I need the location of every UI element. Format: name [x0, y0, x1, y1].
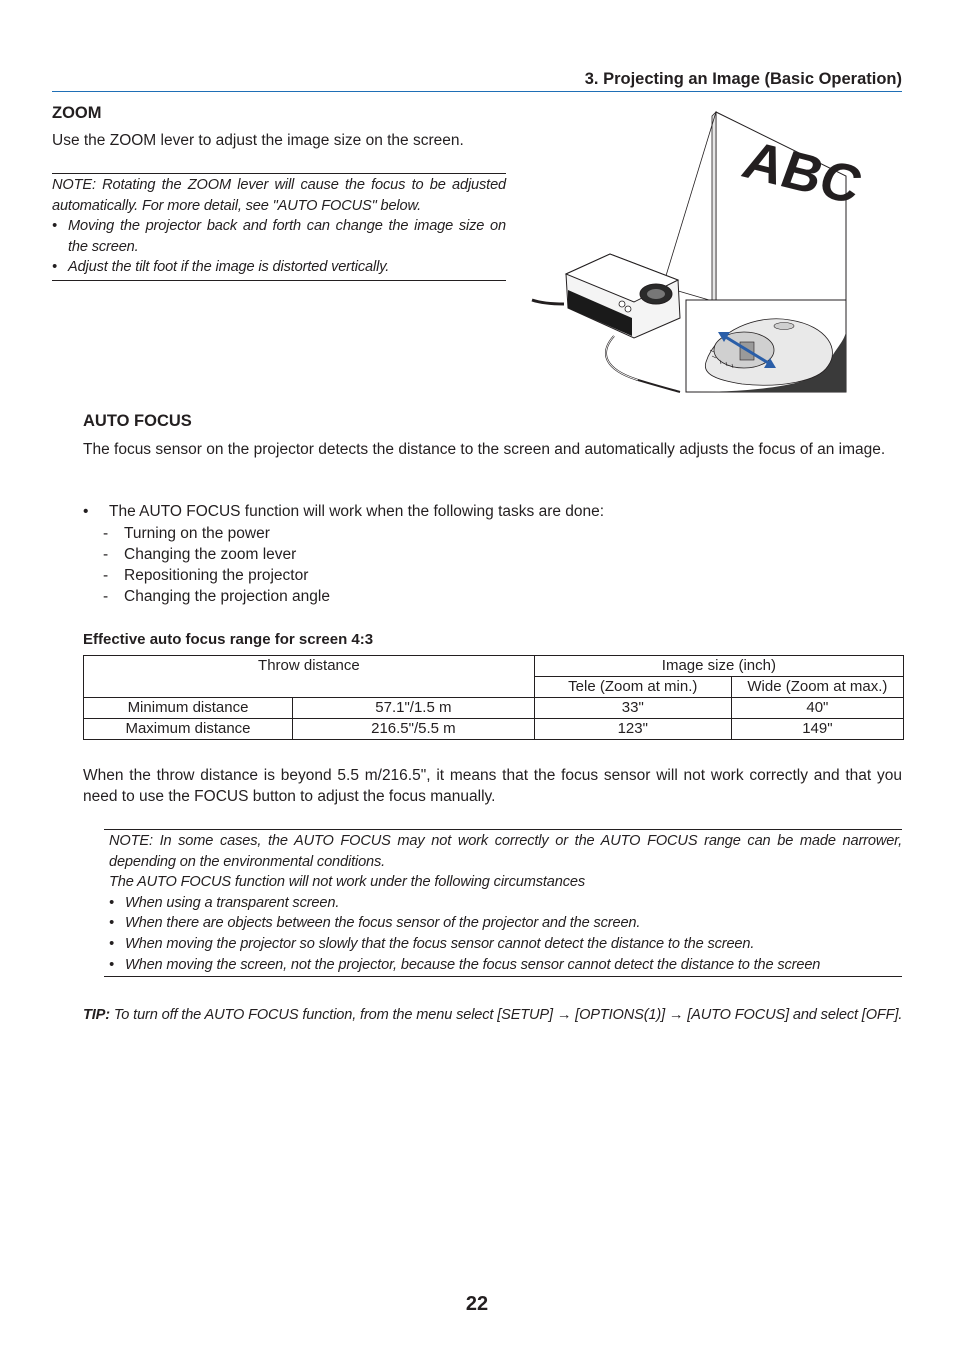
page-number: 22 [465, 1293, 489, 1315]
table-row [84, 719, 904, 740]
focus-range-table [83, 655, 904, 740]
dash-marker: - [103, 567, 109, 584]
auto-focus-intro: The focus sensor on the projector detects the distance to the screen and automatically adjusts the focus of an image. [83, 441, 886, 458]
chapter-header: 3. Projecting an Image (Basic Operation) [584, 70, 902, 88]
bullet-dot: • [52, 259, 57, 276]
lens-glass [647, 289, 665, 299]
row-label: Maximum distance [84, 719, 293, 740]
tip-text: To turn off the AUTO FOCUS function, from the menu select [SETUP] → [OPTIONS(1)] → [AUTO FOCUS] and select [OFF]. [113, 1007, 903, 1023]
header-throw-distance: Throw distance [84, 656, 535, 698]
zoom-illustration [528, 104, 870, 394]
signal-cable [606, 336, 680, 392]
tip-label: TIP: [83, 1007, 110, 1023]
note2-bullet-text: When using a transparent screen. [125, 894, 340, 911]
header-tele: Tele (Zoom at min.) [534, 677, 731, 698]
dash-marker: - [103, 546, 109, 563]
zoom-note-box [52, 173, 506, 281]
table-row [84, 698, 904, 719]
note2-bullet [109, 934, 902, 955]
control-button [619, 301, 625, 307]
task-item [103, 586, 503, 607]
note2-bullet-text: When moving the screen, not the projector, because the focus sensor cannot detect the distance to the screen [125, 956, 821, 973]
row-label: Minimum distance [84, 698, 293, 719]
signal-cable-highlight [606, 336, 638, 380]
note2-bullet [109, 913, 902, 934]
note2-subtext: The AUTO FOCUS function will not work under the following circumstances [109, 874, 585, 891]
row-wide: 149" [731, 719, 903, 740]
zoom-heading: ZOOM [52, 104, 102, 122]
row-wide: 40" [731, 698, 903, 719]
bullet-dot: • [109, 956, 114, 973]
bullet-dot: • [109, 915, 114, 932]
dash-marker: - [103, 525, 109, 542]
table-header-row [84, 656, 904, 677]
table-caption: Effective auto focus range for screen 4:3 [83, 631, 374, 648]
zoom-intro: Use the ZOOM lever to adjust the image size on the screen. [52, 132, 464, 149]
task-text: Repositioning the projector [124, 567, 309, 584]
header-rule [52, 91, 902, 92]
auto-focus-bullet-text: The AUTO FOCUS function will work when the following tasks are done: [109, 503, 605, 520]
row-distance: 216.5"/5.5 m [293, 719, 535, 740]
note2-bullet [109, 893, 902, 914]
task-item [103, 523, 503, 544]
zoom-note-bullet-text: Adjust the tilt foot if the image is distorted vertically. [68, 259, 390, 276]
zoom-note-bullet-text: Moving the projector back and forth can change the image size on the screen. [68, 218, 506, 255]
task-item [103, 565, 503, 586]
zoom-note-bullet [52, 216, 506, 257]
task-item [103, 544, 503, 565]
auto-focus-heading: AUTO FOCUS [83, 412, 192, 430]
task-text: Turning on the power [124, 525, 270, 542]
row-tele: 123" [534, 719, 731, 740]
screen-edge [712, 112, 716, 304]
bullet-dot: • [52, 218, 57, 235]
note2-bullet-text: When moving the projector so slowly that the focus sensor cannot detect the distance to the screen. [125, 935, 755, 952]
zoom-note-bullet [52, 257, 506, 278]
header-wide: Wide (Zoom at max.) [731, 677, 903, 698]
closeup-button [774, 323, 794, 330]
note2-bullet [109, 955, 902, 976]
row-distance: 57.1"/1.5 m [293, 698, 535, 719]
zoom-note-text: NOTE: Rotating the ZOOM lever will cause the focus to be adjusted automatically. For more detail, see "AUTO FOCUS" below. [52, 177, 506, 214]
auto-focus-note-box [104, 829, 902, 977]
control-button [625, 306, 631, 312]
note2-text: NOTE: In some cases, the AUTO FOCUS may not work correctly or the AUTO FOCUS range can be made narrower, depending on the environmental conditions. [109, 833, 902, 870]
power-cable [532, 300, 564, 304]
bullet-dot: • [109, 894, 114, 911]
bullet-dot: • [83, 503, 89, 520]
bullet-dot: • [109, 935, 114, 952]
beyond-range-text: When the throw distance is beyond 5.5 m/216.5", it means that the focus sensor will not work correctly and that you need to use the FOCUS button to adjust the focus manually. [83, 767, 902, 805]
header-image-size: Image size (inch) [534, 656, 903, 677]
note2-bullet-text: When there are objects between the focus sensor of the projector and the screen. [125, 915, 641, 932]
dash-marker: - [103, 588, 109, 605]
screen-abc-text: ABC [735, 130, 870, 216]
tip-line [83, 1005, 913, 1026]
task-text: Changing the projection angle [124, 588, 330, 605]
beam-line [665, 112, 716, 279]
auto-focus-task-list [103, 523, 503, 607]
task-text: Changing the zoom lever [124, 546, 297, 563]
row-tele: 33" [534, 698, 731, 719]
